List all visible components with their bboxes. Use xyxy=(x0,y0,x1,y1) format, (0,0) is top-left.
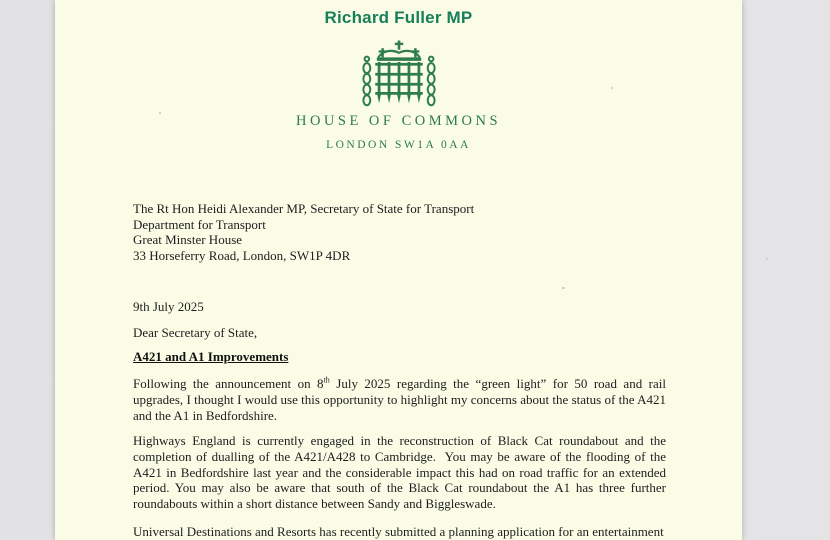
recipient-line: Great Minster House xyxy=(133,232,243,248)
scan-speck xyxy=(611,87,613,89)
recipient-line: Department for Transport xyxy=(133,216,266,232)
letter-date: 9th July 2025 xyxy=(133,299,204,314)
scan-speck xyxy=(562,287,565,289)
scan-speck xyxy=(159,112,161,114)
scan-speck xyxy=(766,258,768,260)
org-name: HOUSE OF COMMONS xyxy=(295,113,502,129)
subject-line: A421 and A1 Improvements xyxy=(133,349,289,364)
paragraph-3: Universal Destinations and Resorts has recently submitted a planning application for an entertainment xyxy=(133,524,664,539)
recipient-address-block xyxy=(133,201,474,263)
recipient-line: 33 Horseferry Road, London, SW1P 4DR xyxy=(133,247,351,263)
ordinal-superscript: th xyxy=(323,375,330,385)
paragraph-1 xyxy=(133,376,666,423)
paragraph-2: Highways England is currently engaged in the reconstruction of Black Cat roundabout and the completion of dualling of the A421/A428 to Cambridge. You may be aware of the flooding of the A421 in Bedfordshire last year and the considerable impact this had on road traffic for an extended period. You may also be aware that south of the Black Cat roundabout the A1 has three further roundabouts within a short distance between Sandy and Biggleswade. xyxy=(133,433,666,512)
mp-name-heading: Richard Fuller MP xyxy=(324,8,473,27)
salutation: Dear Secretary of State, xyxy=(133,325,258,340)
org-address: LONDON SW1A 0AA xyxy=(326,139,471,151)
recipient-line: The Rt Hon Heidi Alexander MP, Secretary of State for Transport xyxy=(133,201,475,216)
letter-page xyxy=(55,0,742,540)
portcullis-icon xyxy=(359,39,439,111)
paragraph-1-text-cont: July 2025 regarding the “green light” for 50 road and rail upgrades, I thought I would use this opportunity to highlight my concerns about the status of the A421 and the A1 in Bedfordshire. xyxy=(133,376,667,423)
paragraph-1-text: Following the announcement on 8 xyxy=(133,376,324,391)
